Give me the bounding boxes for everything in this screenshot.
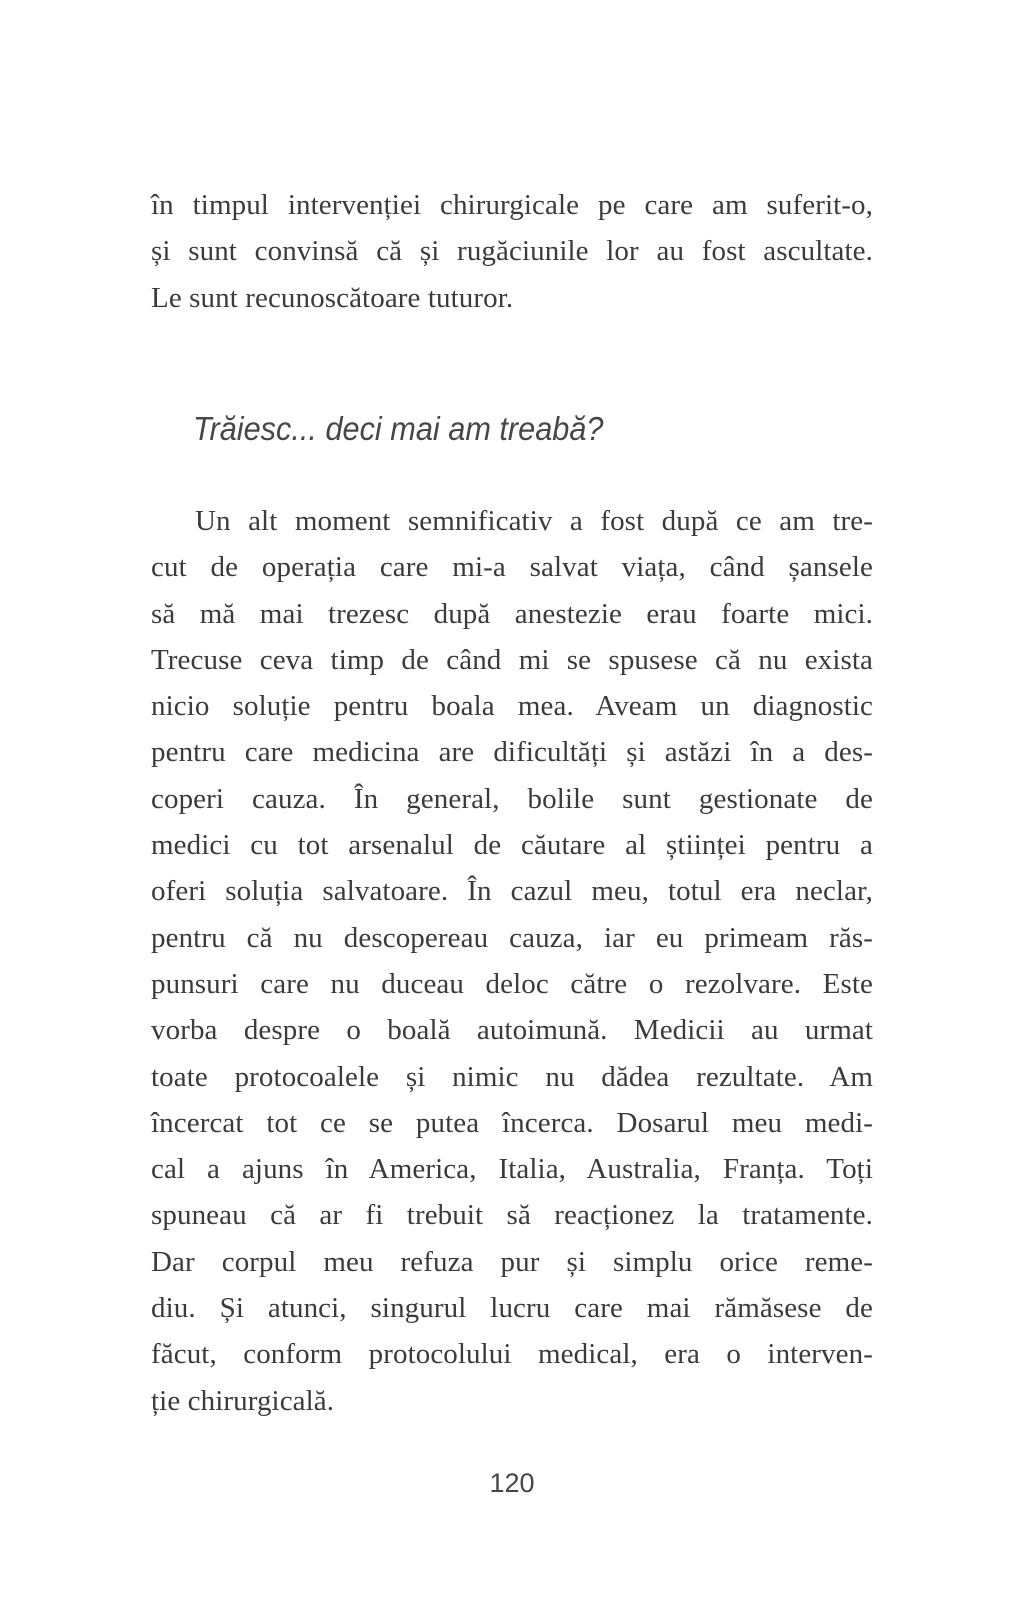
text-line: să mă mai trezesc după anestezie erau foarte mici. [151, 597, 873, 630]
text-line: spuneau că ar fi trebuit să reacționez la tratamente. [151, 1199, 873, 1232]
text-line: cut de operația care mi-a salvat viața, când șansele [151, 551, 873, 584]
text-line: diu. Și atunci, singurul lucru care mai rămăsese de [151, 1292, 873, 1325]
text-line: în timpul intervenției chirurgicale pe care am suferit-o, [151, 189, 873, 221]
text-line: nicio soluție pentru boala mea. Aveam un diagnostic [151, 690, 873, 723]
text-line: medici cu tot arsenalul de căutare al științei pentru a [151, 829, 873, 862]
text-line: încercat tot ce se putea încerca. Dosarul meu medi- [151, 1106, 873, 1139]
text-line: făcut, conform protocolului medical, era o interven- [151, 1338, 873, 1371]
main-paragraph [151, 498, 873, 1424]
text-line: pentru care medicina are dificultăți și astăzi în a des- [151, 736, 873, 769]
text-line: Le sunt recunoscătoare tuturor. [151, 281, 514, 314]
text-line: pentru că nu descopereau cauza, iar eu primeam răs- [151, 921, 873, 954]
opening-paragraph [151, 182, 873, 321]
text-line: ție chirurgicală. [151, 1384, 335, 1417]
text-line: Dar corpul meu refuza pur și simplu orice reme- [151, 1245, 873, 1278]
text-line: punsuri care nu duceau deloc către o rezolvare. Este [151, 967, 873, 1000]
section-heading: Trăiesc... deci mai am treabă? [193, 410, 604, 447]
text-line: coperi cauza. În general, bolile sunt gestionate de [151, 782, 873, 815]
text-line: și sunt convinsă că și rugăciunile lor au fost ascultate. [151, 235, 873, 268]
text-line: toate protocoalele și nimic nu dădea rezultate. Am [151, 1060, 873, 1093]
text-line: Trecuse ceva timp de când mi se spusese că nu exista [151, 643, 873, 676]
text-line: oferi soluția salvatoare. În cazul meu, totul era neclar, [151, 875, 873, 908]
text-line: vorba despre o boală autoimună. Medicii au urmat [151, 1014, 873, 1047]
text-line: cal a ajuns în America, Italia, Australia, Franța. Toți [151, 1153, 873, 1186]
text-line: Un alt moment semnificativ a fost după ce am tre- [195, 505, 873, 537]
page-number: 120 [489, 1468, 535, 1498]
